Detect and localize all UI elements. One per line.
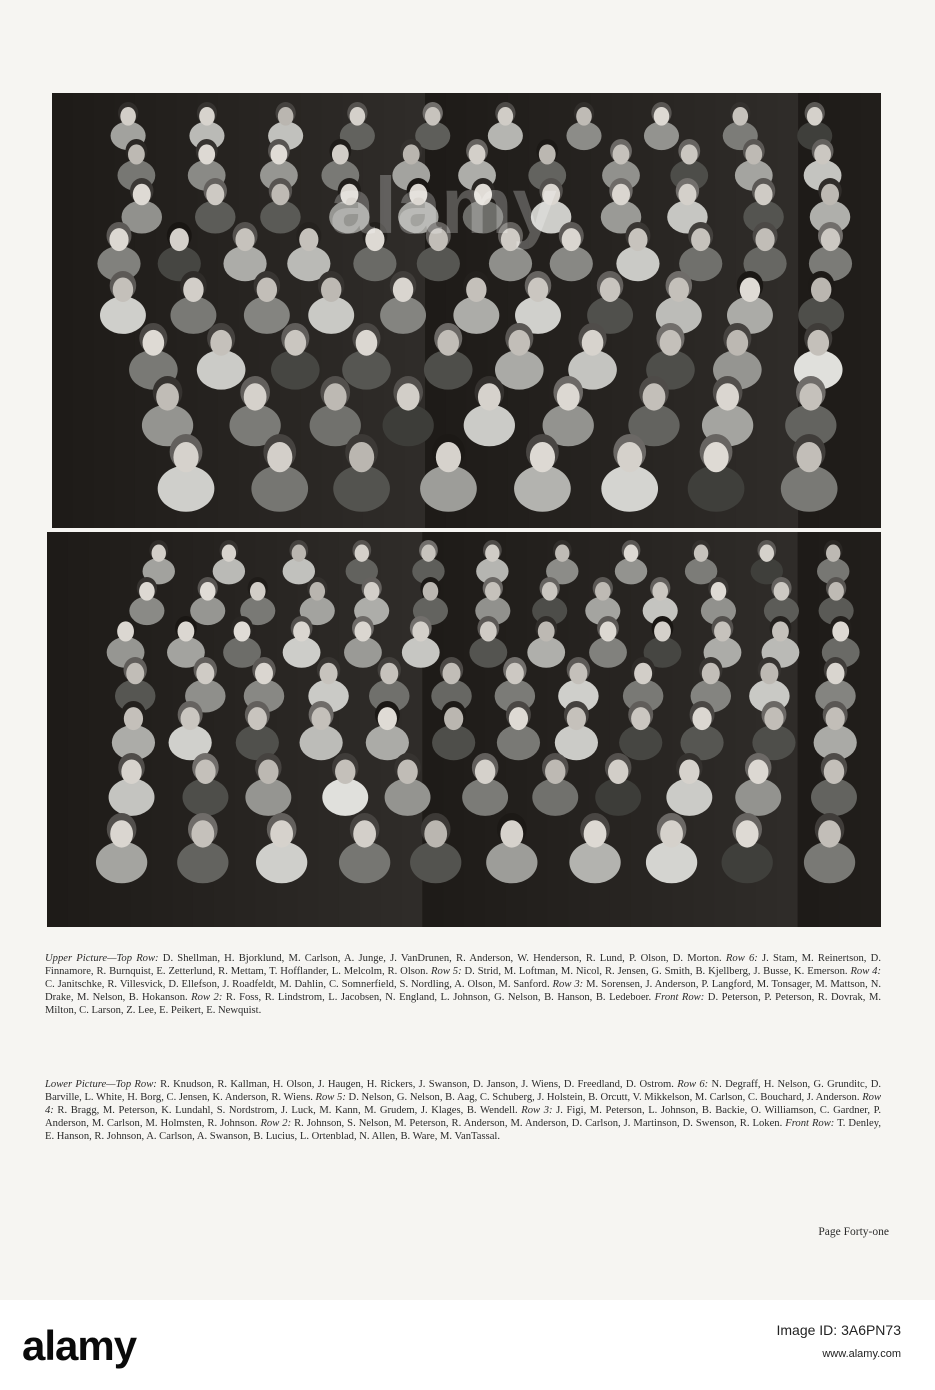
curtain-fold: [218, 93, 240, 528]
lower-photo-caption: [45, 1078, 881, 1143]
alamy-logo: alamy: [22, 1322, 137, 1369]
caption-front-row: D. Peterson, P. Peterson, R. Dovrak, M. Milton, C. Larson, Z. Lee, E. Peikert, E. Newquist.: [45, 992, 882, 1017]
curtain-fold: [777, 93, 799, 528]
page-number: Page Forty-one: [818, 1226, 889, 1238]
curtain-fold: [860, 532, 881, 927]
caption-row-label: Row 2:: [191, 992, 223, 1004]
caption-row-label: Row 4:: [45, 1092, 882, 1117]
caption-row-label: Row 4:: [850, 966, 882, 978]
caption-row: R. Bragg, M. Peterson, K. Lundahl, S. Nordstrom, J. Luck, M. Kann, M. Grudem, J. Klages, B. Wendell.: [53, 1105, 522, 1117]
caption-row-label: Row 3:: [552, 979, 584, 991]
curtain-fold: [68, 532, 90, 927]
curtain-fold: [73, 93, 95, 528]
caption-row: R. Johnson, S. Nelson, M. Peterson, R. Anderson, M. Anderson, D. Carlson, J. Martinson, D. Swenson, R. Loken.: [291, 1118, 786, 1130]
caption-row: J. Stam, M. Reinertson, D. Finnamore, R. Burnquist, E. Zetterlund, R. Mettam, T. Hofflander, L. Melcolm, R. Olson.: [45, 953, 881, 978]
caption-row: C. Janitschke, R. Villesvick, D. Ellefson, J. Roadfeldt, M. Dahlin, C. Somnerfield, S. Nordling, A. Olson, M. Sanford.: [45, 979, 553, 991]
caption-row: N. Degraff, H. Nelson, G. Grunditc, D. Barville, L. White, H. Borg, C. Jensen, K. Anderson, R. Wiens.: [45, 1079, 881, 1104]
curtain-fold: [860, 93, 881, 528]
caption-row-label: Row 2:: [260, 1118, 292, 1130]
upper-photo-caption: [45, 952, 881, 1017]
footer-info: [776, 1318, 901, 1366]
caption-top-row: D. Shellman, H. Bjorklund, M. Carlson, A. Junge, J. VanDrunen, R. Anderson, W. Henderson, R. Lund, P. Olson, D. Morton.: [158, 953, 726, 964]
caption-row: D. Strid, M. Loftman, M. Nicol, R. Jensen, G. Smith, B. Kjellberg, J. Busse, K. Emerson.: [461, 966, 851, 978]
caption-row-label: Row 3:: [521, 1105, 553, 1117]
watermark: alamy: [330, 161, 557, 250]
caption-row-label: Row 6:: [725, 953, 758, 964]
caption-row-label: Row 6:: [677, 1079, 709, 1090]
curtain-fold: [47, 532, 69, 927]
caption-row-label: Row 5:: [315, 1092, 346, 1104]
caption-lead: Lower Picture—Top Row:: [45, 1079, 157, 1090]
upper-class-photo: [52, 93, 881, 528]
caption-front-row: T. Denley, E. Hanson, R. Johnson, A. Carlson, A. Swanson, B. Lucius, L. Ortenblad, N. Allen, B. Ware, M. VanTassal.: [45, 1118, 881, 1143]
curtain-fold: [52, 93, 74, 528]
caption-row: R. Foss, R. Lindstrom, L. Jacobsen, N. England, L. Johnson, G. Nelson, B. Hanson, B. Ledeboer.: [222, 992, 655, 1004]
image-id: Image ID: 3A6PN73: [776, 1322, 901, 1338]
lower-class-photo: [47, 532, 881, 927]
stock-footer: [0, 1300, 935, 1390]
caption-row: M. Sorensen, J. Anderson, P. Langford, M. Tonsager, M. Mattson, N. Drake, M. Nelson, B. Hokanson.: [45, 979, 881, 1004]
caption-row-label: Front Row:: [785, 1118, 835, 1130]
caption-row-label: Row 5:: [431, 966, 462, 978]
caption-row: J. Figi, M. Peterson, L. Johnson, B. Backie, O. Williamson, C. Gardner, P. Anderson, M. Carlson, M. Holmsten, R. Johnson.: [45, 1105, 882, 1130]
caption-row: D. Nelson, G. Nelson, B. Aag, C. Schuberg, J. Holstein, B. Orcutt, V. Mikkelson, M. Carlson, C. Bouchard, J. Anderson.: [345, 1092, 863, 1104]
caption-row-label: Front Row:: [654, 992, 705, 1004]
caption-lead: Upper Picture—Top Row:: [45, 953, 159, 964]
caption-top-row: R. Knudson, R. Kallman, H. Olson, J. Haugen, H. Rickers, J. Swanson, D. Janson, J. Wiens, D. Freedland, D. Ostrom.: [156, 1079, 678, 1090]
site-url: www.alamy.com: [822, 1348, 901, 1360]
